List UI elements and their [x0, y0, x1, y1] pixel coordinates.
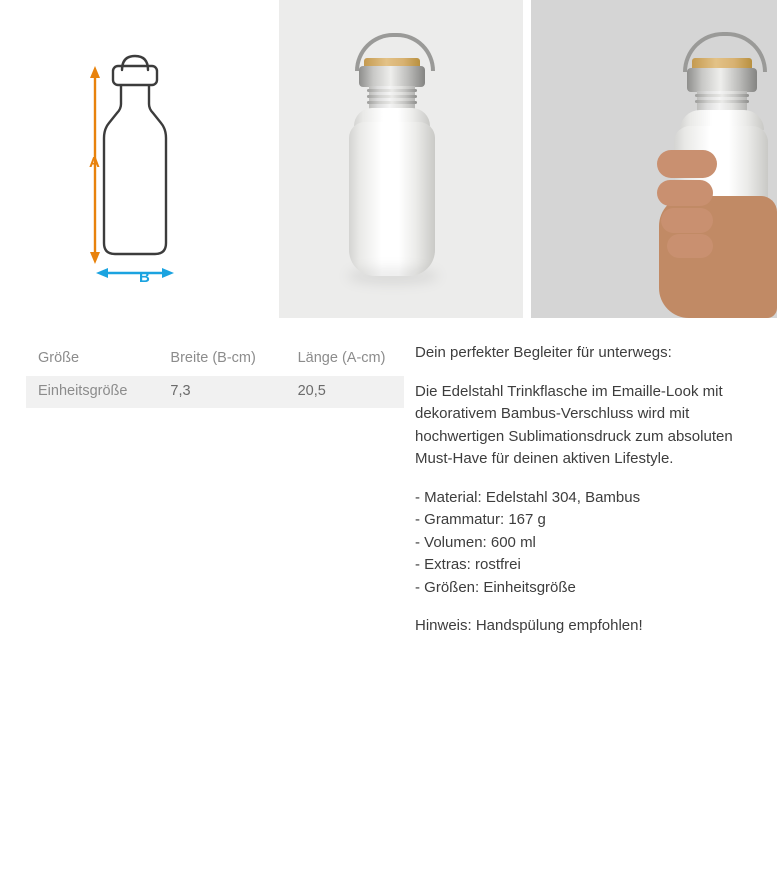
spec-weight: - Grammatur: 167 g [415, 511, 546, 528]
neck-ring [695, 94, 749, 97]
diagram-label-width: B [139, 269, 150, 286]
neck-ring [367, 95, 417, 98]
description-note: Hinweis: Handspülung empfohlen! [415, 617, 643, 634]
description-spec-list [415, 487, 755, 600]
table-header-size: Größe [26, 342, 158, 376]
spec-sizes: - Größen: Einheitsgröße [415, 578, 576, 596]
product-shadow [347, 268, 439, 284]
cell-length: 20,5 [286, 376, 404, 408]
size-table [26, 342, 404, 408]
spec-volume: - Volumen: 600 ml [415, 533, 536, 551]
neck-ring [695, 100, 749, 103]
product-description [415, 342, 755, 654]
cell-size: Einheitsgröße [26, 376, 158, 408]
metal-cap [359, 66, 425, 87]
cell-width: 7,3 [158, 376, 285, 408]
lifestyle-photo [531, 0, 777, 318]
index-finger [657, 150, 717, 178]
product-photo [279, 0, 523, 318]
bottle-outline-icon [60, 30, 210, 280]
table-header-row [26, 342, 404, 376]
description-intro: Dein perfekter Begleiter für unterwegs: [415, 344, 672, 361]
media-row [0, 0, 777, 318]
spec-extras: - Extras: rostfrei [415, 556, 521, 573]
bottle-diagram [0, 0, 272, 318]
diagram-label-height: A [89, 154, 100, 171]
table-header-length: Länge (A-cm) [286, 342, 404, 376]
spec-material: - Material: Edelstahl 304, Bambus [415, 488, 641, 506]
table-header-width: Breite (B-cm) [158, 342, 285, 376]
table-row [26, 376, 404, 408]
neck-ring [367, 89, 417, 92]
description-body: Die Edelstahl Trinkflasche im Emaille-Look mit dekorativem Bambus-Verschluss wird mit hochwertigen Sublimationsdruck zum absoluten Must-Have für deinen aktiven Lifestyle. [415, 382, 733, 467]
middle-finger [657, 180, 713, 206]
neck-ring [367, 101, 417, 104]
ring-finger [661, 208, 713, 233]
metal-cap [687, 68, 757, 92]
little-finger [667, 234, 713, 258]
bottle-body [349, 122, 435, 276]
size-diagram-panel [0, 0, 272, 318]
